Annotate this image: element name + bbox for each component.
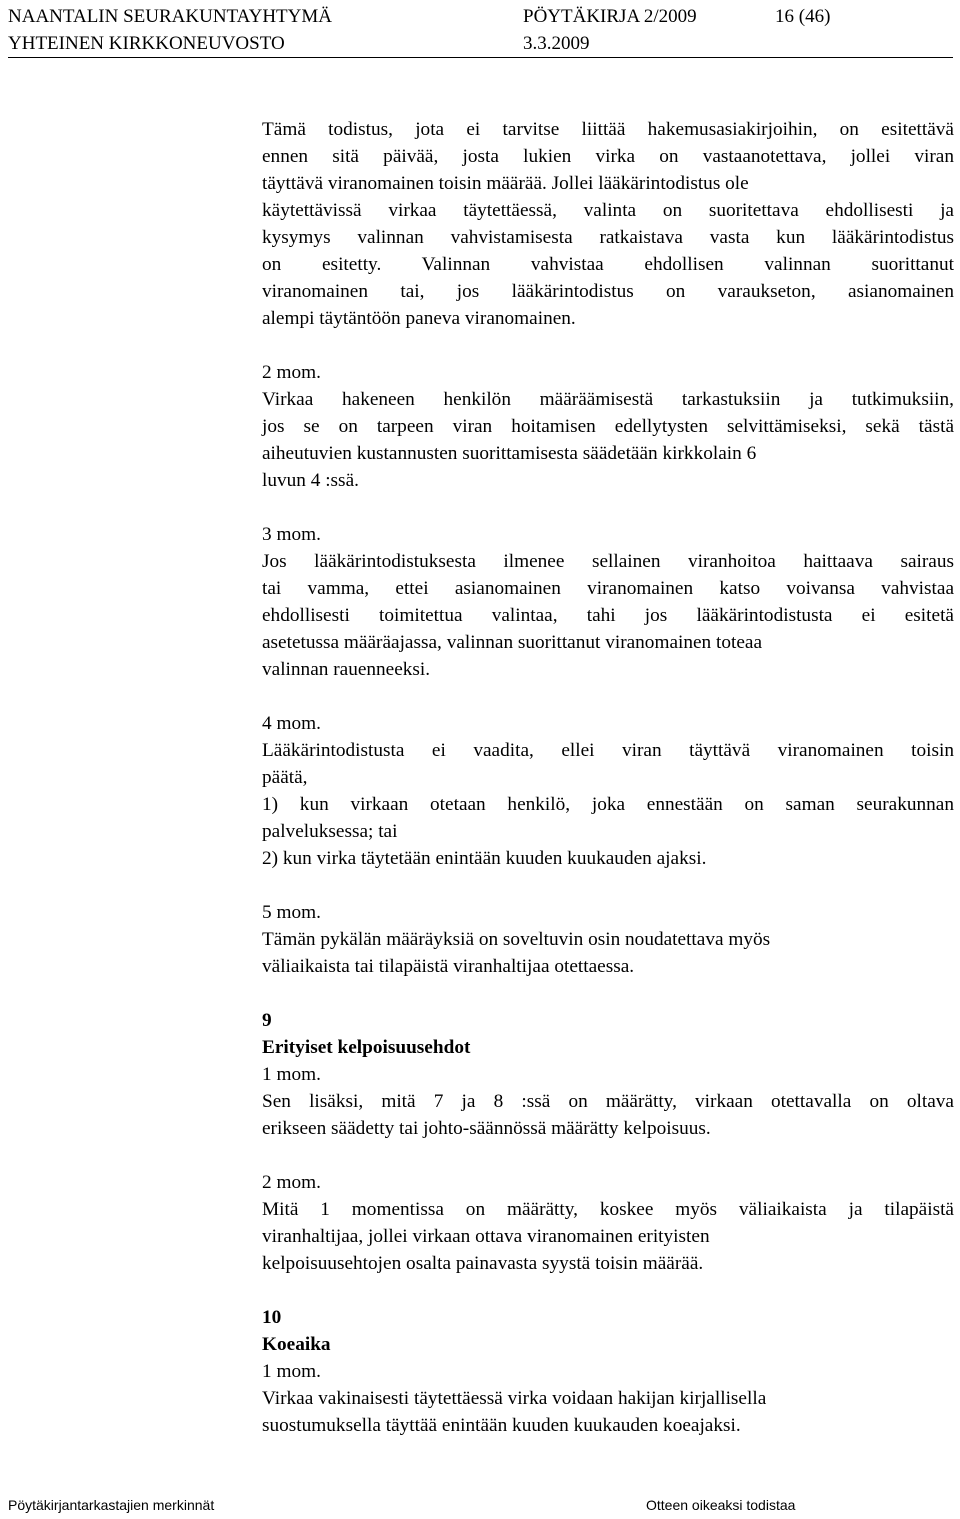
organization-body: YHTEINEN KIRKKONEUVOSTO bbox=[8, 33, 285, 54]
text-line: väliaikaista tai tilapäistä viranhaltijaa otettaessa. bbox=[262, 956, 635, 977]
moment-label: 2 mom. bbox=[262, 362, 321, 383]
organization-name: NAANTALIN SEURAKUNTAYHTYMÄ bbox=[8, 6, 332, 27]
text-line: on esitetty. Valinnan vahvistaa ehdollisen valinnan suorittanut bbox=[262, 254, 954, 275]
section-number-value: 10 bbox=[262, 1307, 282, 1328]
text-line: asetetussa määräajassa, valinnan suorittanut viranomainen toteaa bbox=[262, 632, 763, 653]
section-8-mom-5 bbox=[262, 899, 954, 980]
text-line: palveluksessa; tai bbox=[262, 821, 398, 842]
section-title: Koeaika bbox=[262, 1334, 331, 1355]
section-9 bbox=[262, 1007, 954, 1277]
document-title: PÖYTÄKIRJA 2/2009 bbox=[523, 6, 697, 27]
moment-label: 1 mom. bbox=[262, 1361, 321, 1382]
text-line: Tämä todistus, jota ei tarvitse liittää hakemusasiakirjoihin, on esitettävä bbox=[262, 119, 954, 140]
text-line: kelpoisuusehtojen osalta painavasta syystä toisin määrää. bbox=[262, 1253, 704, 1274]
intro-paragraph bbox=[262, 116, 954, 332]
moment-label: 1 mom. bbox=[262, 1064, 321, 1085]
section-number-value: 9 bbox=[262, 1010, 272, 1031]
header-underline bbox=[8, 57, 953, 58]
text-line: aiheutuvien kustannusten suorittamisesta säädetään kirkkolain 6 bbox=[262, 443, 757, 464]
document-date: 3.3.2009 bbox=[523, 33, 590, 54]
moment-label: 3 mom. bbox=[262, 524, 321, 545]
text-line: alempi täytäntöön paneva viranomainen. bbox=[262, 308, 576, 329]
text-line: Mitä 1 momentissa on määrätty, koskee myös väliaikaista ja tilapäistä bbox=[262, 1199, 954, 1220]
text-line: Virkaa hakeneen henkilön määräämisestä tarkastuksiin ja tutkimuksiin, bbox=[262, 389, 954, 410]
text-line: viranomainen tai, jos lääkärintodistus on varaukseton, asianomainen bbox=[262, 281, 954, 302]
text-line: jos se on tarpeen viran hoitamisen edellytysten selvittämiseksi, sekä tästä bbox=[262, 416, 954, 437]
moment-label: 4 mom. bbox=[262, 713, 321, 734]
text-line: päätä, bbox=[262, 767, 308, 788]
document-body bbox=[262, 116, 954, 1439]
text-line: Jos lääkärintodistuksesta ilmenee sellainen viranhoitoa haittaava sairaus bbox=[262, 551, 954, 572]
text-line: ennen sitä päivää, josta lukien virka on vastaanotettava, jollei viran bbox=[262, 146, 954, 167]
text-line: luvun 4 :ssä. bbox=[262, 470, 359, 491]
text-line: erikseen säädetty tai johto-säännössä määrätty kelpoisuus. bbox=[262, 1118, 711, 1139]
text-line: täyttävä viranomainen toisin määrää. Jollei lääkärintodistus ole bbox=[262, 173, 749, 194]
section-title: Erityiset kelpoisuusehdot bbox=[262, 1037, 471, 1058]
text-line: 1) kun virkaan otetaan henkilö, joka ennestään on saman seurakunnan bbox=[262, 794, 954, 815]
text-line: Tämän pykälän määräyksiä on soveltuvin osin noudatettava myös bbox=[262, 929, 771, 950]
section-10 bbox=[262, 1304, 954, 1439]
text-line: ehdollisesti toimitettua valintaa, tahi jos lääkärintodistusta ei esitetä bbox=[262, 605, 954, 626]
text-line: Lääkärintodistusta ei vaadita, ellei viran täyttävä viranomainen toisin bbox=[262, 740, 954, 761]
text-line: tai vamma, ettei asianomainen viranomainen katso voivansa vahvistaa bbox=[262, 578, 954, 599]
text-line: käytettävissä virkaa täytettäessä, valinta on suoritettava ehdollisesti ja bbox=[262, 200, 954, 221]
moment-label: 2 mom. bbox=[262, 1172, 321, 1193]
section-8-mom-4 bbox=[262, 710, 954, 872]
footer-certification: Otteen oikeaksi todistaa bbox=[646, 1497, 796, 1513]
section-8-mom-2 bbox=[262, 359, 954, 494]
page-number: 16 (46) bbox=[775, 6, 831, 27]
footer-reviewers-note: Pöytäkirjantarkastajien merkinnät bbox=[8, 1497, 215, 1513]
section-8-mom-3 bbox=[262, 521, 954, 683]
text-line: kysymys valinnan vahvistamisesta ratkaistava vasta kun lääkärintodistus bbox=[262, 227, 954, 248]
moment-label: 5 mom. bbox=[262, 902, 321, 923]
text-line: valinnan rauenneeksi. bbox=[262, 659, 431, 680]
text-line: Virkaa vakinaisesti täytettäessä virka voidaan hakijan kirjallisella bbox=[262, 1388, 767, 1409]
text-line: suostumuksella täyttää enintään kuuden kuukauden koeajaksi. bbox=[262, 1415, 741, 1436]
section-number bbox=[262, 1304, 954, 1331]
text-line: 2) kun virka täytetään enintään kuuden kuukauden ajaksi. bbox=[262, 848, 707, 869]
section-number bbox=[262, 1007, 954, 1034]
text-line: viranhaltijaa, jollei virkaan ottava viranomainen erityisten bbox=[262, 1226, 710, 1247]
text-line: Sen lisäksi, mitä 7 ja 8 :ssä on määrätty, virkaan otettavalla on oltava bbox=[262, 1091, 954, 1112]
